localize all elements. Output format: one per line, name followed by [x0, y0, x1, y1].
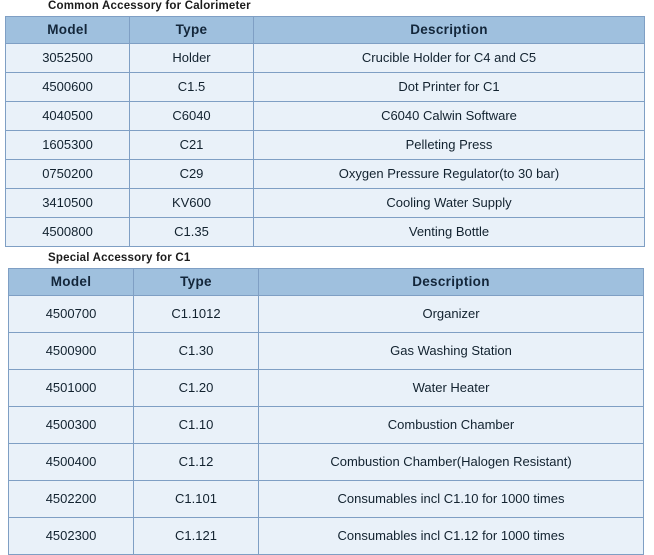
cell-description: Water Heater — [259, 370, 644, 407]
table-header-row — [9, 269, 644, 296]
cell-description: Organizer — [259, 296, 644, 333]
table-header-row — [6, 17, 645, 44]
cell-description: Pelleting Press — [254, 131, 645, 160]
cell-type: C21 — [130, 131, 254, 160]
table-row — [6, 131, 645, 160]
table-row — [9, 370, 644, 407]
cell-type: C29 — [130, 160, 254, 189]
cell-type: C1.121 — [134, 518, 259, 555]
cell-type: C1.35 — [130, 218, 254, 247]
cell-model: 4502300 — [9, 518, 134, 555]
column-header-type: Type — [130, 17, 254, 44]
table-row — [9, 407, 644, 444]
cell-description: Dot Printer for C1 — [254, 73, 645, 102]
table-row — [9, 444, 644, 481]
table-row — [6, 73, 645, 102]
cell-description: Gas Washing Station — [259, 333, 644, 370]
cell-model: 1605300 — [6, 131, 130, 160]
cell-type: Holder — [130, 44, 254, 73]
table-common-accessory — [5, 16, 645, 247]
column-header-model: Model — [6, 17, 130, 44]
cell-description: Crucible Holder for C4 and C5 — [254, 44, 645, 73]
column-header-description: Description — [254, 17, 645, 44]
table-row — [6, 102, 645, 131]
table-row — [6, 218, 645, 247]
cell-description: Consumables incl C1.10 for 1000 times — [259, 481, 644, 518]
table-row — [9, 518, 644, 555]
cell-description: C6040 Calwin Software — [254, 102, 645, 131]
cell-description: Consumables incl C1.12 for 1000 times — [259, 518, 644, 555]
cell-description: Venting Bottle — [254, 218, 645, 247]
column-header-model: Model — [9, 269, 134, 296]
cell-model: 4040500 — [6, 102, 130, 131]
cell-description: Oxygen Pressure Regulator(to 30 bar) — [254, 160, 645, 189]
table-row — [6, 44, 645, 73]
column-header-description: Description — [259, 269, 644, 296]
cell-model: 4501000 — [9, 370, 134, 407]
table-special-accessory — [8, 268, 644, 555]
cell-type: C1.101 — [134, 481, 259, 518]
table-row — [6, 160, 645, 189]
section-title-common-accessory: Common Accessory for Calorimeter — [48, 0, 251, 12]
cell-model: 4500800 — [6, 218, 130, 247]
cell-model: 4500600 — [6, 73, 130, 102]
cell-model: 4500900 — [9, 333, 134, 370]
cell-type: C1.30 — [134, 333, 259, 370]
cell-model: 4500300 — [9, 407, 134, 444]
cell-type: C1.10 — [134, 407, 259, 444]
cell-type: C1.20 — [134, 370, 259, 407]
section-common-accessory — [0, 0, 654, 247]
cell-model: 3052500 — [6, 44, 130, 73]
cell-type: KV600 — [130, 189, 254, 218]
cell-model: 4500400 — [9, 444, 134, 481]
column-header-type: Type — [134, 269, 259, 296]
cell-model: 4500700 — [9, 296, 134, 333]
cell-type: C1.1012 — [134, 296, 259, 333]
cell-model: 4502200 — [9, 481, 134, 518]
section-special-accessory — [0, 252, 654, 555]
cell-description: Combustion Chamber(Halogen Resistant) — [259, 444, 644, 481]
table-row — [6, 189, 645, 218]
cell-model: 3410500 — [6, 189, 130, 218]
cell-type: C1.5 — [130, 73, 254, 102]
cell-description: Cooling Water Supply — [254, 189, 645, 218]
table-row — [9, 481, 644, 518]
cell-description: Combustion Chamber — [259, 407, 644, 444]
section-title-special-accessory: Special Accessory for C1 — [48, 252, 191, 264]
cell-type: C6040 — [130, 102, 254, 131]
cell-model: 0750200 — [6, 160, 130, 189]
cell-type: C1.12 — [134, 444, 259, 481]
table-row — [9, 296, 644, 333]
table-row — [9, 333, 644, 370]
